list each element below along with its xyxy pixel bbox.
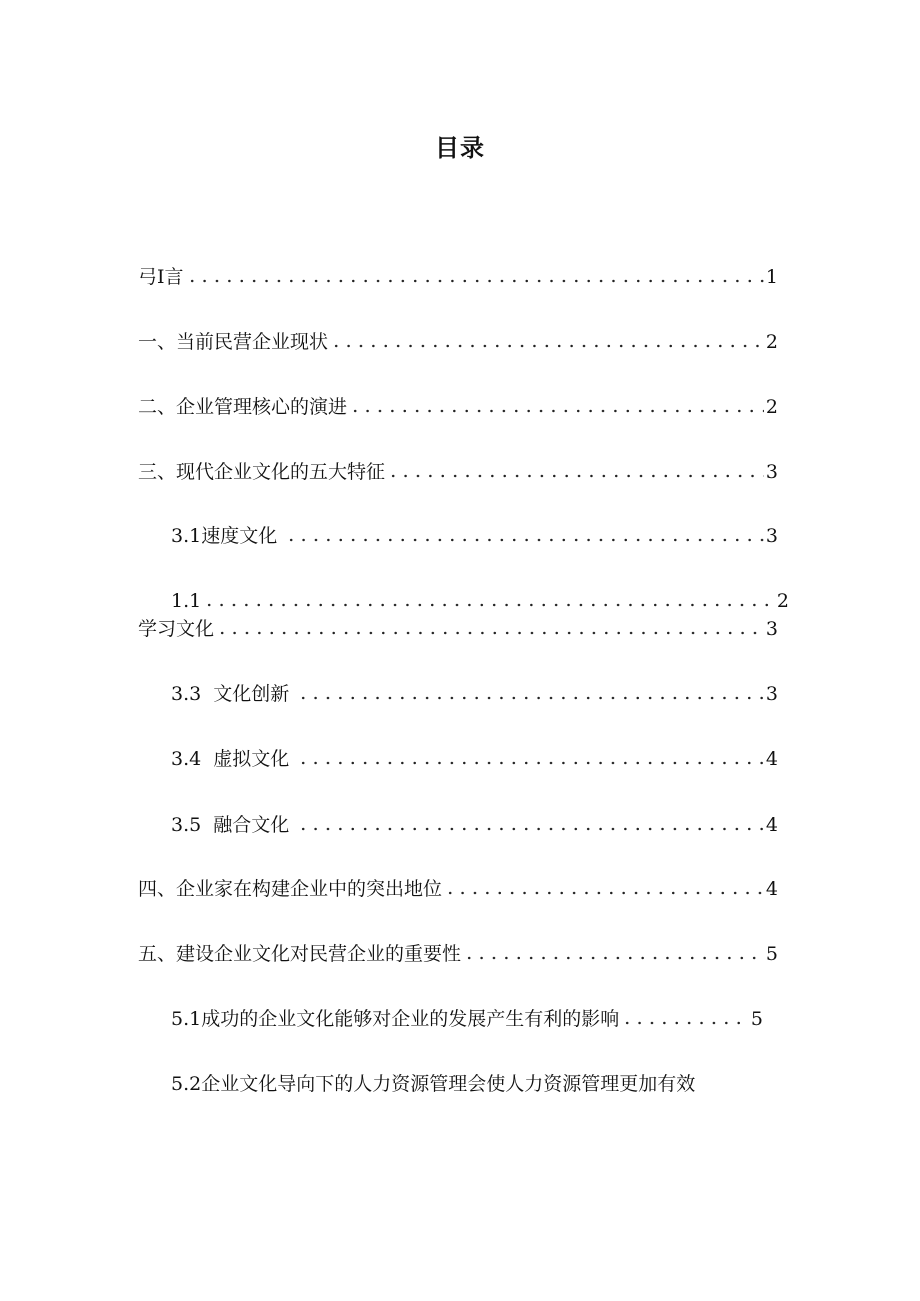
- toc-entry-label: 3.4 虚拟文化: [171, 748, 296, 770]
- toc-dot-leader: [297, 760, 764, 766]
- toc-page-number: 1: [765, 266, 778, 288]
- toc-dot-leader: [463, 955, 764, 961]
- toc-entry-label: 3.1速度文化: [171, 525, 284, 547]
- toc-page-number: 2: [765, 331, 778, 353]
- toc-page-number: 5: [765, 943, 778, 965]
- toc-entry-chapter-2[interactable]: [138, 393, 778, 421]
- toc-dot-leader: [621, 1020, 749, 1026]
- toc-dot-leader: [186, 278, 764, 284]
- toc-entry-introduction[interactable]: [138, 263, 778, 291]
- toc-dot-leader: [349, 408, 764, 414]
- toc-entry-chapter-5[interactable]: [138, 940, 778, 968]
- toc-entry-label: 3.5 融合文化: [171, 814, 296, 836]
- toc-entry-chapter-4[interactable]: [138, 875, 778, 903]
- toc-dot-leader: [285, 537, 764, 543]
- toc-dot-leader: [330, 343, 764, 349]
- toc-entry-section-3-1[interactable]: [171, 522, 778, 550]
- toc-entry-section-5-1[interactable]: [171, 1005, 763, 1033]
- toc-dot-leader: [297, 695, 764, 701]
- toc-entry-label: 5.1成功的企业文化能够对企业的发展产生有利的影响: [171, 1008, 620, 1030]
- toc-entry-section-5-2[interactable]: [171, 1070, 781, 1098]
- toc-entry-label: 弓I言: [138, 266, 184, 288]
- toc-entry-learning-culture[interactable]: [138, 615, 778, 643]
- toc-page-number: 3: [765, 618, 778, 640]
- toc-entry-label: 四、企业家在构建企业中的突出地位: [138, 878, 443, 900]
- toc-entry-chapter-3[interactable]: [138, 458, 778, 486]
- toc-entry-label: 二、企业管理核心的演进: [138, 396, 348, 418]
- toc-dot-leader: [444, 890, 764, 896]
- toc-page-number: 4: [765, 748, 778, 770]
- page-title: 目录: [435, 134, 485, 162]
- toc-entry-section-1-1[interactable]: [171, 587, 789, 615]
- toc-entry-label: 五、建设企业文化对民营企业的重要性: [138, 943, 462, 965]
- toc-entry-label: 一、当前民营企业现状: [138, 331, 329, 353]
- toc-page-number: 4: [765, 814, 778, 836]
- toc-entry-label: 三、现代企业文化的五大特征: [138, 461, 386, 483]
- toc-entry-chapter-1[interactable]: [138, 328, 778, 356]
- toc-entry-label: 3.3 文化创新: [171, 683, 296, 705]
- toc-dot-leader: [297, 826, 764, 832]
- toc-page-number: 2: [765, 396, 778, 418]
- toc-entry-section-3-5[interactable]: [171, 811, 778, 839]
- toc-page-number: 3: [765, 525, 778, 547]
- toc-dot-leader: [203, 602, 775, 608]
- toc-page-number: 5: [750, 1008, 763, 1030]
- toc-page-number: 2: [776, 590, 789, 612]
- toc-entry-label: 1.1: [171, 590, 202, 612]
- toc-page-number: 3: [765, 683, 778, 705]
- toc-dot-leader: [387, 473, 764, 479]
- toc-entry-section-3-4[interactable]: [171, 745, 778, 773]
- toc-dot-leader: [216, 630, 764, 636]
- toc-entry-section-3-3[interactable]: [171, 680, 778, 708]
- toc-page-number: 3: [765, 461, 778, 483]
- toc-entry-label: 学习文化: [138, 618, 215, 640]
- toc-entry-label: 5.2企业文化导向下的人力资源管理会使人力资源管理更加有效: [171, 1073, 696, 1095]
- toc-page-number: 4: [765, 878, 778, 900]
